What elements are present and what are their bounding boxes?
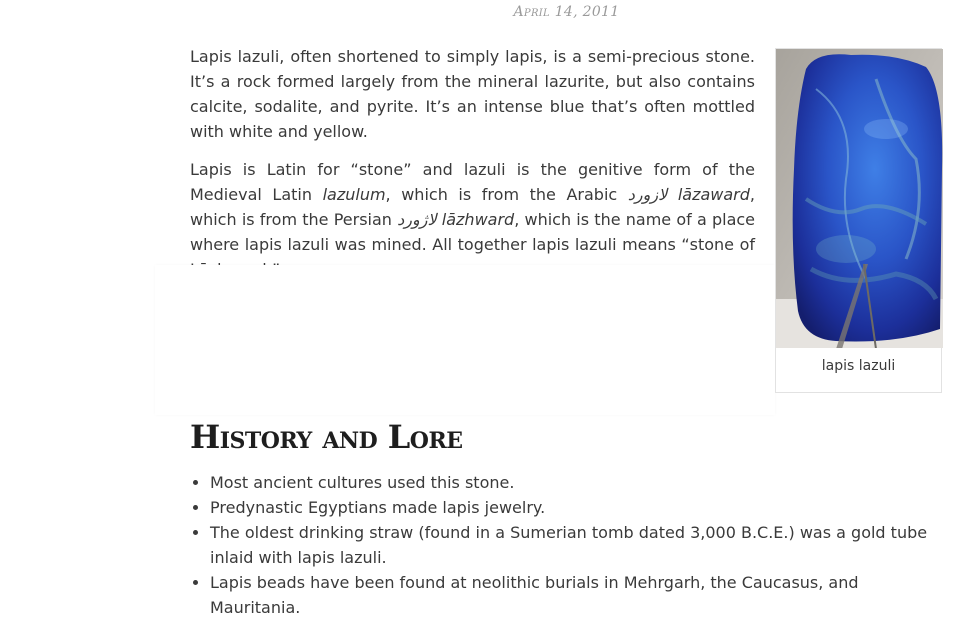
list-item: • Most ancient cultures used this stone. xyxy=(210,470,950,495)
ad-placeholder xyxy=(155,265,775,415)
figure-caption: lapis lazuli xyxy=(821,358,896,374)
image-figure xyxy=(775,48,942,393)
article-body xyxy=(190,44,755,295)
etymology-text-2: , which is from the Arabic xyxy=(385,185,628,204)
list-item: • Predynastic Egyptians made lapis jewelry. xyxy=(210,495,950,520)
list-item: • The oldest drinking straw (found in a Sumerian tomb dated 3,000 B.C.E.) was a gold tube inlaid with lapis lazuli. xyxy=(210,520,950,570)
etymology-text-4: , which is the name of a place where lapis lazuli was mined. All together lapis lazuli means “stone of xyxy=(190,210,756,254)
arabic-term: لازورد lāzaward xyxy=(627,185,750,204)
paragraph-intro: Lapis lazuli, often shortened to simply lapis, is a semi-precious stone. It’s a rock formed largely from the mineral lazurite, but also contains calcite, sodalite, and pyrite. It’s an intense blue that’s often mottled with white and yellow. xyxy=(190,47,755,141)
list-item: • Lapis beads have been found at neolithic burials in Mehrgarh, the Caucasus, and Mauritania. xyxy=(210,570,950,620)
lore-list xyxy=(190,470,950,620)
lapis-stone-image xyxy=(776,49,943,348)
section-heading: History and Lore xyxy=(190,418,463,456)
lapis-lazuli-photo[interactable] xyxy=(776,49,943,348)
etymology-text-1: Lapis is Latin for “stone” and lazuli is the genitive form of the Medieval Latin xyxy=(190,160,755,204)
etymology-text-3: , which is from the Persian xyxy=(190,185,755,229)
paragraph-etymology xyxy=(190,157,755,282)
latin-term: lazulum xyxy=(322,185,386,204)
persian-term: لاژورد lāzhward xyxy=(397,210,515,229)
post-date: April 14, 2011 xyxy=(513,4,620,20)
